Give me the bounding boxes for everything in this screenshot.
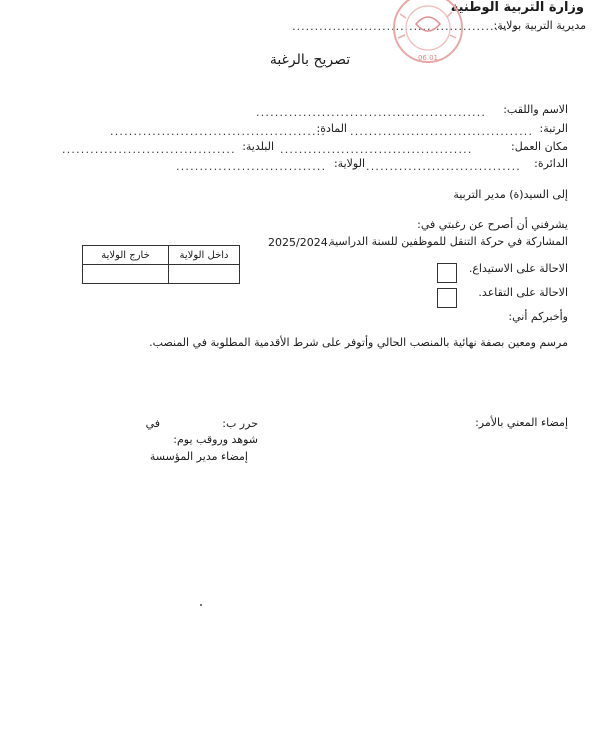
workplace-label: مكان العمل: bbox=[510, 140, 568, 153]
directorate-dotted-line: ................................................ bbox=[292, 20, 508, 33]
table-header-inside-wilaya: داخل الولاية bbox=[169, 246, 240, 265]
municipality-input[interactable]: ..................................... bbox=[62, 143, 236, 156]
inform-line: وأخبركم أني: bbox=[508, 310, 568, 323]
ministry-heading: وزارة التربية الوطنية bbox=[450, 0, 584, 15]
directorate-label: مديرية التربية بولاية: bbox=[493, 19, 586, 32]
name-label: الاسم واللقب: bbox=[503, 103, 568, 116]
wilaya-input[interactable]: ................................ bbox=[176, 160, 327, 173]
date-label: في bbox=[145, 417, 160, 430]
subject-input[interactable]: .............................................. bbox=[110, 125, 327, 138]
written-at-label: حرر ب: bbox=[222, 417, 258, 430]
stray-mark bbox=[200, 604, 202, 606]
page-title: تصريح بالرغبة bbox=[269, 52, 351, 68]
declaration-line: مرسم ومعين بصفة نهائية بالمنصب الحالي وأتوفر على شرط الأقدمية المطلوبة في المنصب. bbox=[149, 336, 568, 349]
secondment-checkbox[interactable] bbox=[437, 263, 457, 283]
option-secondment-label: الاحالة على الاستيداع. bbox=[468, 262, 568, 275]
table-row bbox=[83, 246, 240, 265]
rank-label: الرتبة: bbox=[539, 122, 568, 135]
inside-wilaya-cell[interactable] bbox=[169, 265, 240, 284]
mobility-table bbox=[82, 245, 240, 284]
participation-line: المشاركة في حركة التنقل للموظفين للسنة الدراسية bbox=[329, 235, 568, 248]
intro-line: يشرفني أن أصرح عن رغبتي في: bbox=[417, 218, 568, 231]
director-signature-label: إمضاء مدير المؤسسة bbox=[149, 450, 248, 463]
workplace-input[interactable]: ......................................... bbox=[280, 143, 473, 156]
school-year: 2025/2024. bbox=[268, 236, 332, 249]
rank-input[interactable]: ....................................... bbox=[350, 125, 534, 138]
municipality-label: البلدية: bbox=[242, 140, 274, 153]
table-header-outside-wilaya: خارج الولاية bbox=[83, 246, 169, 265]
daira-input[interactable]: ................................. bbox=[366, 160, 521, 173]
stamp-code: 06.01 bbox=[417, 54, 439, 62]
concerned-signature-label: إمضاء المعني بالأمر: bbox=[475, 416, 568, 429]
wilaya-label: الولاية: bbox=[333, 157, 365, 170]
retirement-checkbox[interactable] bbox=[437, 288, 457, 308]
witnessed-label: شوهد وروقب يوم: bbox=[173, 433, 258, 446]
daira-label: الدائرة: bbox=[534, 157, 568, 170]
addressee: إلى السيد(ة) مدير التربية bbox=[453, 188, 568, 201]
subject-label: المادة: bbox=[316, 122, 347, 135]
option-retirement-label: الاحالة على التقاعد. bbox=[478, 286, 568, 299]
table-row bbox=[83, 265, 240, 284]
outside-wilaya-cell[interactable] bbox=[83, 265, 169, 284]
name-input[interactable]: ................................................. bbox=[256, 106, 487, 119]
